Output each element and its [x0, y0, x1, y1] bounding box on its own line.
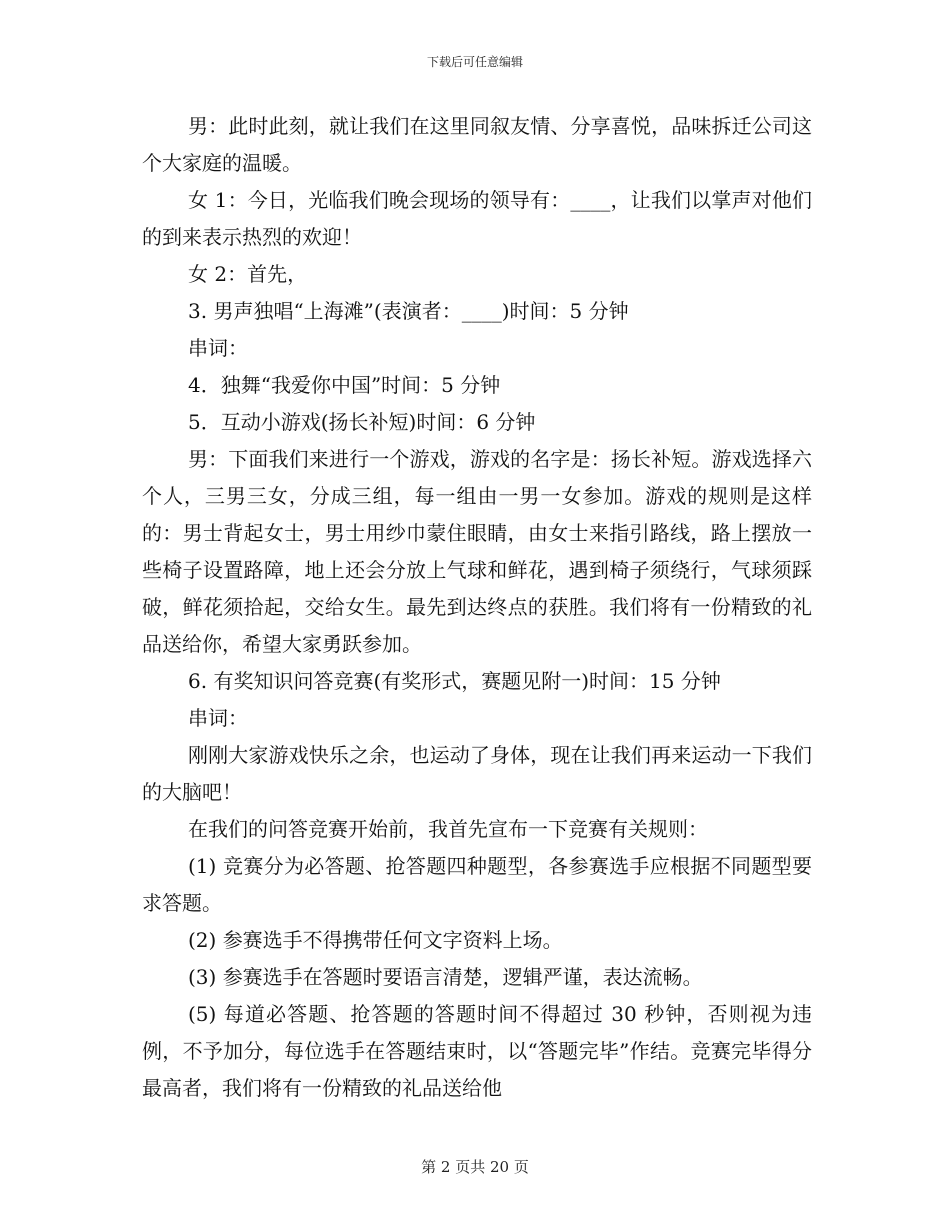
- transition-label: 串词：: [188, 336, 248, 360]
- rule-5: (5) 每道必答题、抢答题的答题时间不得超过 30 秒钟，否则视为违例，不予加分，每位选手在答题结束时，以“答题完毕”作结。竞赛完毕得分最高者，我们将有一份精致的礼品送给他: [142, 1002, 812, 1100]
- rule-1: (1) 竞赛分为必答题、抢答题四种题型，各参赛选手应根据不同题型要求答题。: [142, 854, 812, 915]
- paragraph-host-female2: 女 2：首先，: [188, 262, 308, 286]
- rule-2: (2) 参赛选手不得携带任何文字资料上场。: [188, 928, 563, 952]
- paragraph-host-female1-guests: 女 1：今日，光临我们晚会现场的领导有：____，让我们以掌声对他们的到来表示热烈的欢迎！: [142, 188, 812, 249]
- paragraph-rules-intro: 在我们的问答竞赛开始前，我首先宣布一下竞赛有关规则：: [188, 817, 708, 841]
- page-footer: 第 2 页共 20 页: [421, 1158, 529, 1176]
- paragraph-quiz-intro: 刚刚大家游戏快乐之余，也运动了身体，现在让我们再来运动一下我们的大脑吧！: [142, 743, 812, 804]
- rule-3: (3) 参赛选手在答题时要语言清楚，逻辑严谨，表达流畅。: [188, 965, 703, 989]
- program-item-4: 4．独舞“我爱你中国”时间：5 分钟: [188, 373, 501, 397]
- paragraph-game-rules: 男：下面我们来进行一个游戏，游戏的名字是：扬长补短。游戏选择六个人，三男三女，分成三组，每一组由一男一女参加。游戏的规则是这样的：男士背起女士，男士用纱巾蒙住眼睛，由女士来指引路线，路上摆放一些椅子设置路障，地上还会分放上气球和鲜花，遇到椅子须绕行，气球须踩破，鲜花须拾起，交给女生。最先到达终点的获胜。我们将有一份精致的礼品送给你，希望大家勇跃参加。: [142, 447, 812, 656]
- program-item-6: 6. 有奖知识问答竞赛(有奖形式，赛题见附一)时间：15 分钟: [188, 669, 721, 693]
- program-item-3: 3. 男声独唱“上海滩”(表演者：____)时间：5 分钟: [188, 299, 629, 323]
- document-body: [142, 108, 812, 1107]
- paragraph-host-male-intro: 男：此时此刻，就让我们在这里同叙友情、分享喜悦，品味拆迁公司这个大家庭的温暖。: [142, 114, 812, 175]
- page-header: 下载后可任意编辑: [426, 55, 523, 69]
- program-item-5: 5．互动小游戏(扬长补短)时间：6 分钟: [188, 410, 536, 434]
- transition-label: 串词：: [188, 706, 248, 730]
